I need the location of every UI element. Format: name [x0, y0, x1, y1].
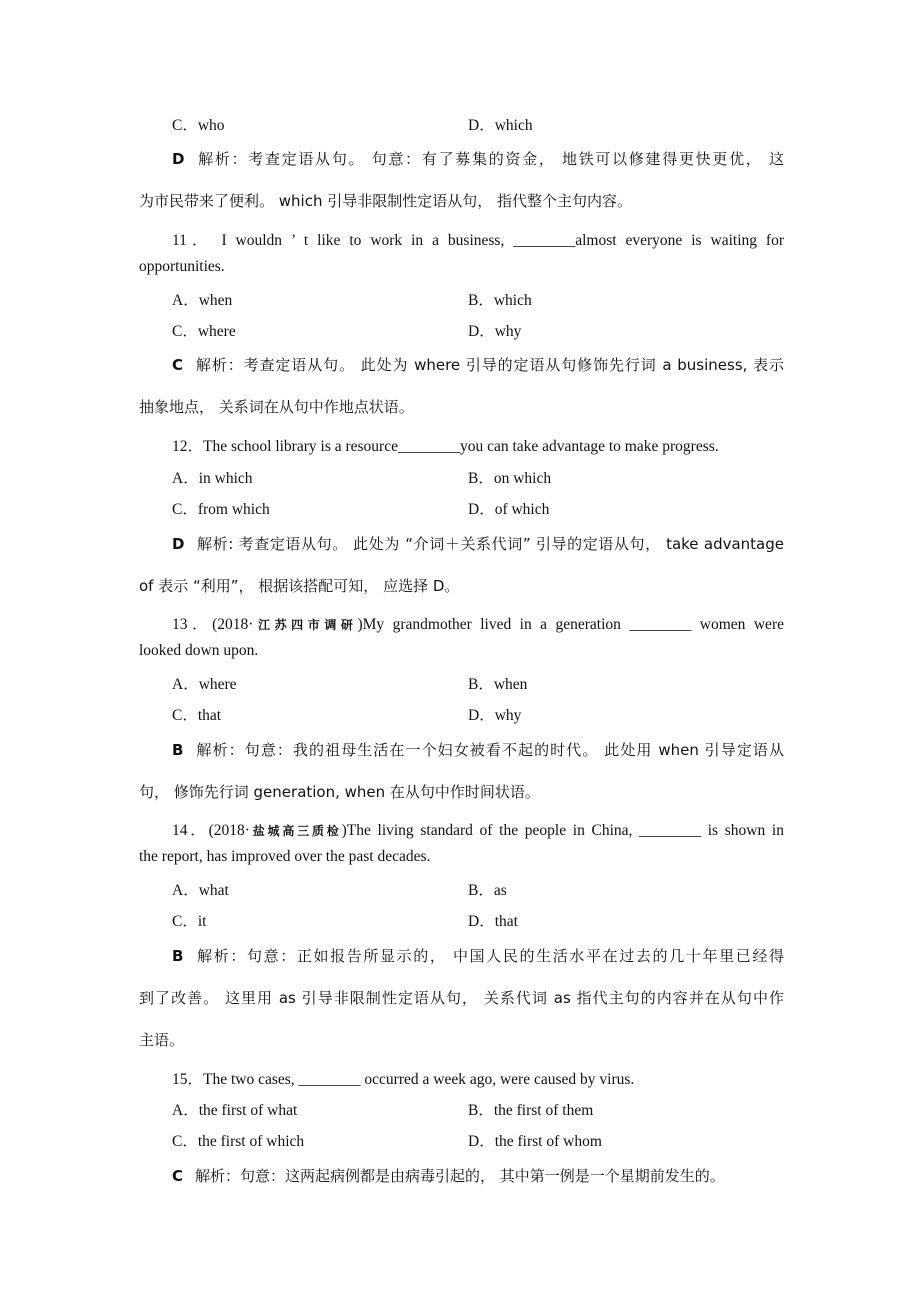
q12-explanation-line2: of 表示 “利用”， 根据该搭配可知， 应选择 D。 [139, 577, 460, 595]
q11-explanation-line1: C 解析：考查定语从句。 此处为 where 引导的定语从句修饰先行词 a business, 表示 [172, 356, 784, 374]
q13-source: 江苏四市调研 [253, 618, 358, 632]
q15-explanation-line1: C 解析：句意：这两起病例都是由病毒引起的， 其中第一例是一个星期前发生的。 [172, 1167, 725, 1185]
q13-answer: B [172, 741, 184, 759]
q13-option-a: A．where [172, 676, 237, 693]
q10-option-c: C．who [172, 117, 225, 134]
q14-explanation-line3: 主语。 [139, 1031, 185, 1049]
q12-option-c: C．from which [172, 501, 270, 518]
q14-explanation-line1: B 解析：句意：正如报告所显示的， 中国人民的生活水平在过去的几十年里已经得 [172, 947, 784, 965]
q14-option-d: D．that [468, 913, 518, 930]
q15-option-a: A．the first of what [172, 1102, 298, 1119]
q12-explanation-line1: D 解析: 考查定语从句。 此处为 “介词＋关系代词” 引导的定语从句， take advantage [172, 535, 784, 553]
q13-explanation-line1: B 解析：句意：我的祖母生活在一个妇女被看不起的时代。 此处用 when 引导定语从 [172, 741, 784, 759]
q12-stem-line1: 12．The school library is a resource________you can take advantage to make progress. [172, 438, 719, 455]
q14-option-b: B．as [468, 882, 507, 899]
q10-option-d: D．which [468, 117, 533, 134]
q12-answer: D [172, 535, 185, 553]
q13-option-b: B．when [468, 676, 528, 693]
q12-option-d: D．of which [468, 501, 550, 518]
q13-option-c: C．that [172, 707, 222, 724]
q14-stem-line1: 14．(2018·盐城高三质检)The living standard of the people in China, ________ is shown in [172, 822, 784, 839]
q15-option-b: B．the first of them [468, 1102, 594, 1119]
q11-answer: C [172, 356, 184, 374]
q11-option-a: A．when [172, 292, 233, 309]
q14-option-c: C．it [172, 913, 207, 930]
q13-stem-line2: looked down upon. [139, 642, 259, 659]
q11-option-c: C．where [172, 323, 236, 340]
q10-explanation-line1: D 解析：考查定语从句。 句意：有了募集的资金， 地铁可以修建得更快更优， 这 [172, 150, 784, 168]
q14-explanation-line2: 到了改善。 这里用 as 引导非限制性定语从句， 关系代词 as 指代主句的内容并在从句中作 [139, 989, 784, 1007]
q11-stem-line1: 11． I wouldn ’ t like to work in a business, ________almost everyone is waiting for [172, 232, 784, 249]
q13-option-d: D．why [468, 707, 522, 724]
q11-explanation-line2: 抽象地点， 关系词在从句中作地点状语。 [139, 398, 414, 416]
q13-stem-line1: 13．(2018·江苏四市调研)My grandmother lived in a generation ________ women were [172, 616, 784, 633]
q11-option-b: B．which [468, 292, 532, 309]
q10-answer: D [172, 150, 185, 168]
q12-option-b: B．on which [468, 470, 552, 487]
q11-option-d: D．why [468, 323, 522, 340]
q14-option-a: A．what [172, 882, 229, 899]
q11-stem-line2: opportunities. [139, 258, 225, 275]
q15-answer: C [172, 1167, 184, 1185]
q14-answer: B [172, 947, 184, 965]
q15-stem-line1: 15．The two cases, ________ occurred a week ago, were caused by virus. [172, 1071, 635, 1088]
q12-option-a: A．in which [172, 470, 253, 487]
q10-explanation-line2: 为市民带来了便利。 which 引导非限制性定语从句， 指代整个主句内容。 [139, 192, 633, 210]
q14-stem-line2: the report, has improved over the past decades. [139, 848, 431, 865]
q14-source: 盐城高三质检 [249, 824, 342, 838]
q15-option-d: D．the first of whom [468, 1133, 602, 1150]
q15-option-c: C．the first of which [172, 1133, 305, 1150]
q13-explanation-line2: 句， 修饰先行词 generation, when 在从句中作时间状语。 [139, 783, 540, 801]
